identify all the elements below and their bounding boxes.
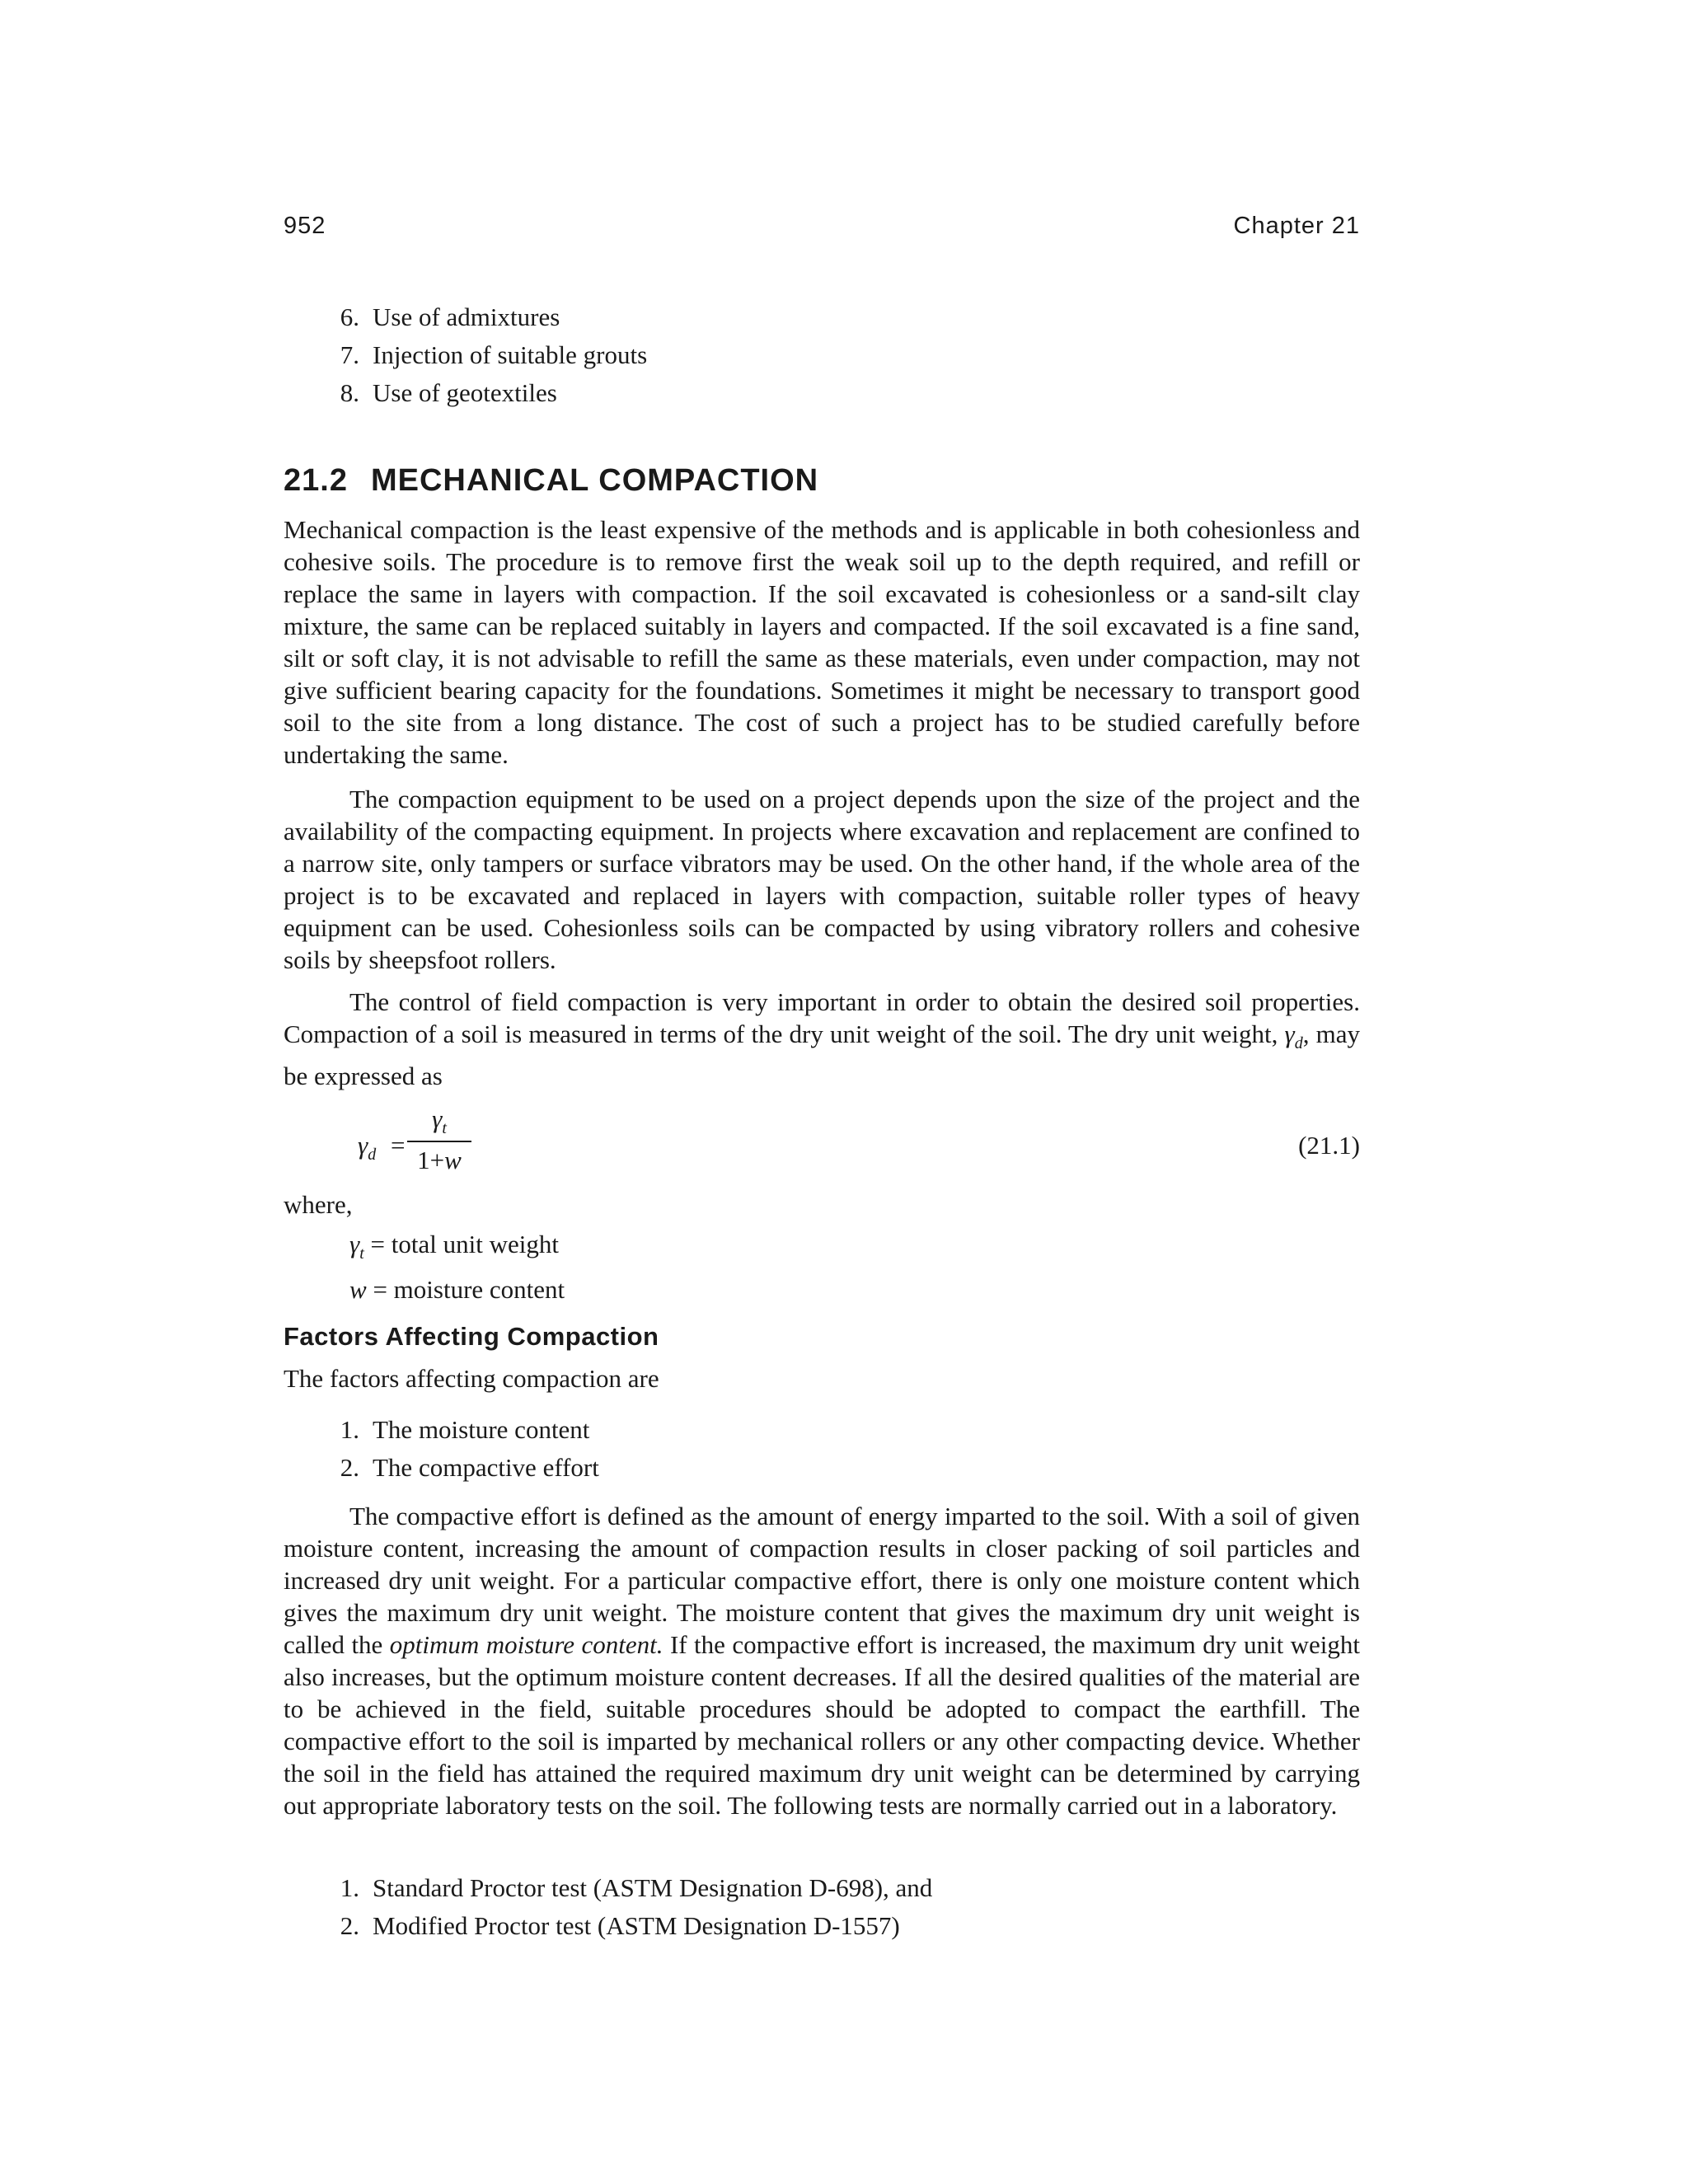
list-item-number: 6. xyxy=(340,302,359,331)
definition-subscript: t xyxy=(359,1244,364,1263)
chapter-label: Chapter 21 xyxy=(1233,213,1360,239)
definition-text: = total unit weight xyxy=(363,1230,559,1258)
lhs-subscript: d xyxy=(368,1146,377,1165)
equals-sign: = xyxy=(390,1131,406,1160)
paragraph-equipment: The compaction equipment to be used on a project depends upon the size of the project and the availability of the compacting equipment. In projects where excavation and replacement are confined to a narrow site, only tampers or surface vibrators may be used. On the other hand, if the whole area of the project is to be excavated and replaced in layers with compaction, suitable roller types of heavy equipment can be used. Cohesionless soils can be compacted by using vibratory rollers and cohesive soils by sheepsfoot rollers. xyxy=(284,785,1360,974)
numerator-subscript: t xyxy=(442,1119,447,1138)
equation-lhs xyxy=(358,1131,405,1165)
list-item-text: Use of geotextiles xyxy=(373,378,557,407)
subsection-heading: Factors Affecting Compaction xyxy=(284,1322,659,1351)
list-item-text: Standard Proctor test (ASTM Designation D-698), and xyxy=(373,1873,933,1902)
denominator-one: 1 xyxy=(417,1146,430,1174)
list-item-text: Injection of suitable grouts xyxy=(373,340,648,369)
fraction-denominator xyxy=(407,1146,471,1175)
denominator-variable: w xyxy=(444,1146,462,1174)
paragraph-field-control xyxy=(284,986,1360,1092)
lhs-symbol: γ xyxy=(358,1131,368,1160)
definition-symbol: w xyxy=(349,1275,367,1305)
list-item-text: The moisture content xyxy=(373,1415,590,1444)
section-title-text: MECHANICAL COMPACTION xyxy=(370,463,819,498)
section-number: 21.2 xyxy=(284,463,348,498)
list-item-number: 7. xyxy=(340,340,359,369)
list-item-text: Modified Proctor test (ASTM Designation D-1557) xyxy=(373,1911,900,1940)
paragraph-text: If the compactive effort is increased, the maximum dry unit weight also increases, but the optimum moisture content decreases. If all the desired qualities of the material are to be achieved in the field, suitable procedures should be adopted to compact the earthfill. The compactive effort to the soil is imparted by mechanical rollers or any other compacting device. Whether the soil in the field has attained the required maximum dry unit weight can be determined by carrying out appropriate laboratory tests on the soil. The following tests are normally carried out in a laboratory. xyxy=(284,1630,1360,1820)
equation-number: (21.1) xyxy=(1298,1131,1360,1160)
symbol-gamma: γ xyxy=(1284,1019,1295,1048)
definitions-list xyxy=(349,1226,565,1308)
section-heading xyxy=(284,463,818,499)
symbol-subscript: d xyxy=(1294,1034,1303,1053)
list-item-text: The compactive effort xyxy=(373,1453,599,1482)
paragraph-text: The control of field compaction is very important in order to obtain the desired soil properties. Compaction of a soil is measured in terms of the dry unit weight of the soil. The dry unit weight, xyxy=(284,987,1360,1048)
definition-symbol: γ xyxy=(349,1230,360,1258)
paragraph-text: , may be expressed as xyxy=(284,1019,1360,1091)
list-item-number: 2. xyxy=(340,1911,359,1940)
where-label: where, xyxy=(284,1190,353,1219)
fraction-numerator xyxy=(407,1104,471,1138)
paragraph-text: The compactive effort is defined as the amount of energy imparted to the soil. With a soil of given moisture content, increasing the amount of compaction results in closer packing of soil particles and increased dry unit weight. For a particular compactive effort, there is only one moisture content which gives the maximum dry unit weight. The moisture content that gives the maximum dry unit weight is called the xyxy=(284,1502,1360,1659)
list-item-number: 1. xyxy=(340,1415,359,1444)
paragraph-intro: Mechanical compaction is the least expensive of the methods and is applicable in both cohesionless and cohesive soils. The procedure is to remove first the weak soil up to the depth required, and refill or replace the same in layers with compaction. If the soil excavated is cohesionless or a sand-silt clay mixture, the same can be replaced suitably in layers and compacted. If the soil excavated is a fine sand, silt or soft clay, it is not advisable to refill the same as these materials, even under compaction, may not give sufficient bearing capacity for the foundations. Sometimes it might be necessary to transport good soil to the site from a long distance. The cost of such a project has to be studied carefully before undertaking the same. xyxy=(284,515,1360,769)
list-item-number: 8. xyxy=(340,378,359,407)
list-item-text: Use of admixtures xyxy=(373,302,560,331)
definition-text: = moisture content xyxy=(366,1275,565,1305)
page-header xyxy=(284,213,1360,246)
list-item-number: 2. xyxy=(340,1453,359,1482)
denominator-plus: + xyxy=(429,1146,445,1174)
numerator-symbol: γ xyxy=(432,1104,443,1133)
definition-item xyxy=(349,1272,565,1308)
paragraph-compactive-effort xyxy=(284,1500,1360,1821)
fraction-bar xyxy=(407,1141,471,1142)
page-number: 952 xyxy=(284,213,326,239)
definition-item xyxy=(349,1226,565,1272)
equation-dry-unit-weight xyxy=(284,1104,1360,1187)
equation-fraction xyxy=(407,1104,471,1187)
list-item-number: 1. xyxy=(340,1873,359,1902)
emphasized-term: optimum moisture content. xyxy=(389,1630,663,1659)
factors-intro: The factors affecting compaction are xyxy=(284,1364,659,1393)
